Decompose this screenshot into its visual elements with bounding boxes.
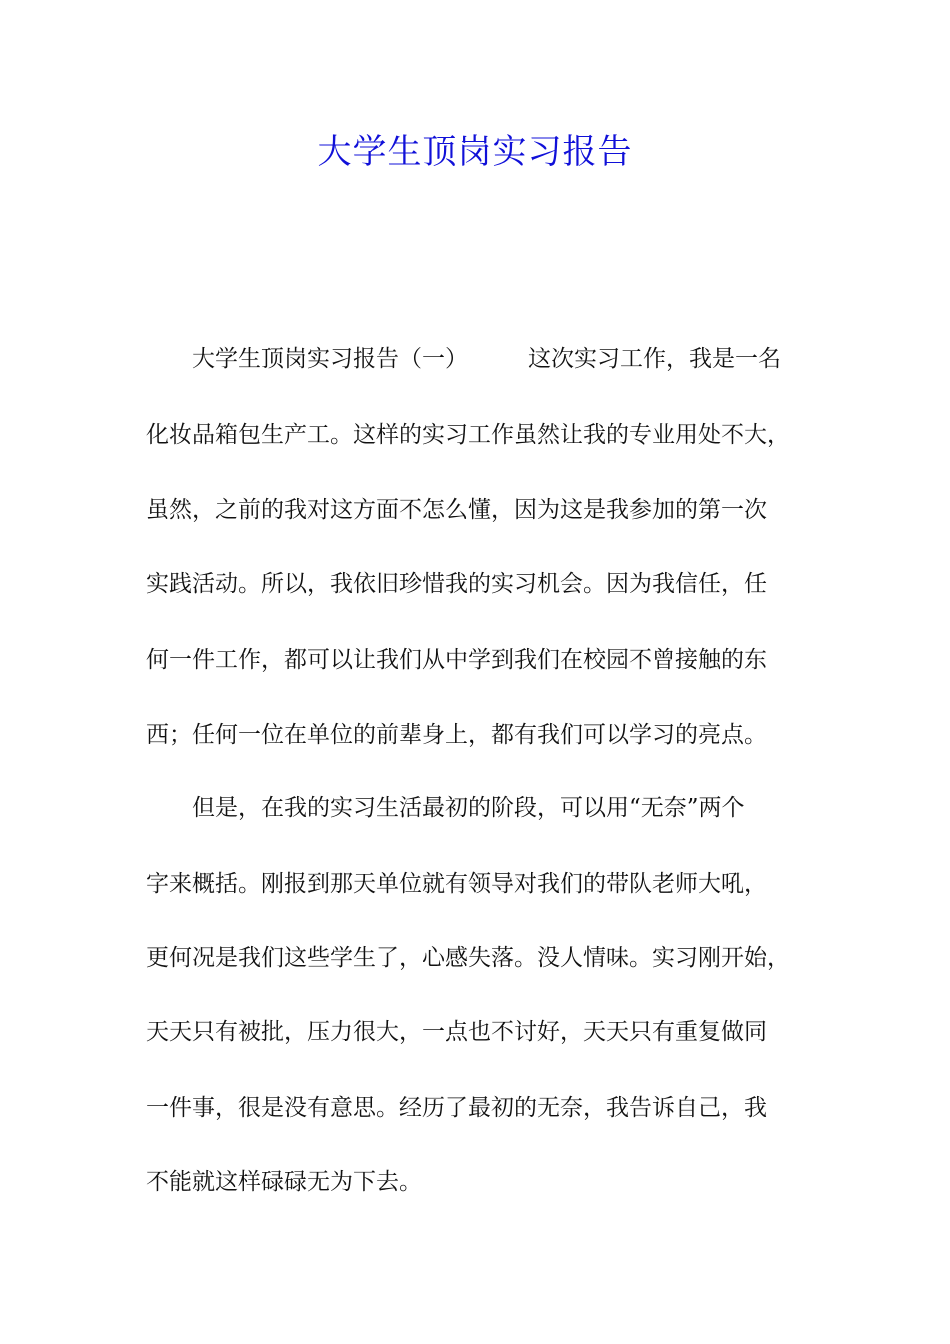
paragraph-line: 更何况是我们这些学生了，心感失落。没人情味。实习刚开始， [146,945,790,971]
paragraph-line: 但是，在我的实习生活最初的阶段，可以用“无奈”两个 [192,795,745,821]
paragraph-line: 虽然，之前的我对这方面不怎么懂，因为这是我参加的第一次 [146,497,767,523]
paragraph-line: 天天只有被批，压力很大，一点也不讨好，天天只有重复做同 [146,1019,767,1045]
paragraph-line: 化妆品箱包生产工。这样的实习工作虽然让我的专业用处不大， [146,422,790,448]
section-subheading: 大学生顶岗实习报告（一） [192,346,468,372]
paragraph-line: 一件事，很是没有意思。经历了最初的无奈，我告诉自己，我 [146,1095,767,1121]
paragraph-line: 不能就这样碌碌无为下去。 [146,1169,422,1195]
paragraph-line: 实践活动。所以，我依旧珍惜我的实习机会。因为我信任，任 [146,571,767,597]
paragraph-line [146,343,882,375]
line-text: 这次实习工作，我是一名 [528,346,781,372]
paragraph-line: 何一件工作，都可以让我们从中学到我们在校园不曾接触的东 [146,647,767,673]
paragraph-line: 字来概括。刚报到那天单位就有领导对我们的带队老师大吼， [146,871,767,897]
paragraph-line: 西；任何一位在单位的前辈身上，都有我们可以学习的亮点。 [146,722,767,748]
document-title: 大学生顶岗实习报告 [317,132,633,172]
